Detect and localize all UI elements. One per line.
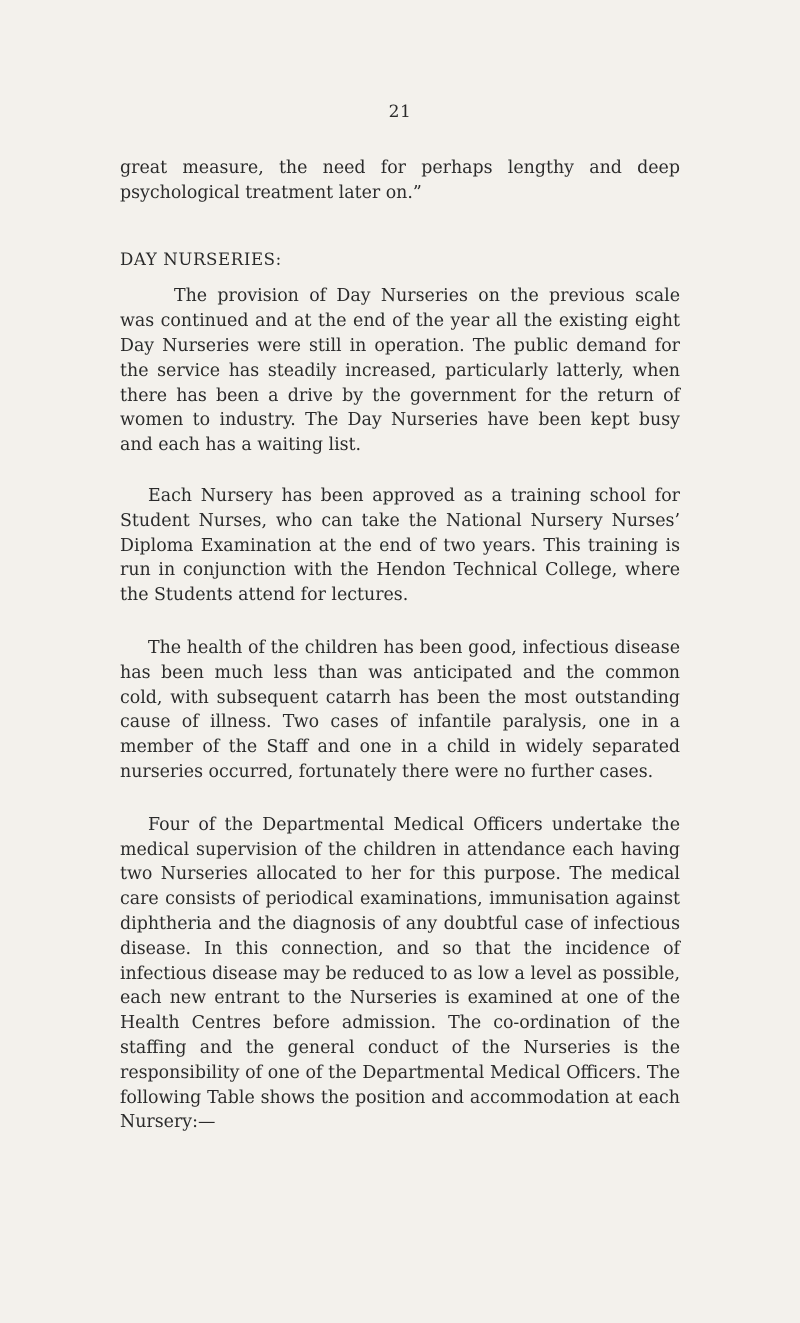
body-text — [120, 156, 680, 1135]
intro-paragraph: great measure, the need for perhaps lengthy and deep psychological treatment later on.” — [120, 158, 680, 203]
paragraph-provision: The provision of Day Nurseries on the previous scale was continued and at the end of the year all the existing eight Day Nurseries were still in operation. The public demand for the service has steadily increased, particularly latterly, when there has been a drive by the government for the return of women to industry. The Day Nurseries have been kept busy and each has a waiting list. — [120, 286, 680, 456]
paragraph-training: Each Nursery has been approved as a training school for Student Nurses, who can take the National Nursery Nurses’ Diploma Examination at the end of two years. This training is run in conjunction with the Hendon Technical College, where the Students attend for lectures. — [120, 485, 680, 606]
paragraph-medical-supervision: Four of the Departmental Medical Officers undertake the medical supervision of the children in attendance each having two Nurseries allocated to her for this purpose. The medical care consists of periodical examinations, immunisation against diphtheria and the diagnosis of any doubtful case of infectious disease. In this connection, and so that the incidence of infectious disease may be reduced to as low a level as possible, each new entrant to the Nurseries is examined at one of the Health Centres before admission. The co-ordination of the staffing and the general conduct of the Nurseries is the responsibility of one of the Departmental Medical Officers. The following Table shows the position and accommodation at each Nursery:— — [120, 814, 680, 1133]
section-heading: DAY NURSERIES: — [120, 249, 282, 269]
page-number: 21 — [388, 102, 412, 122]
paragraph-health: The health of the children has been good, infectious disease has been much less than was anticipated and the common cold, with subsequent catarrh has been the most outstanding cause of illness. Two cases of infantile paralysis, one in a member of the Staff and one in a child in widely separated nurseries occurred, fortunately there were no further cases. — [120, 637, 680, 782]
